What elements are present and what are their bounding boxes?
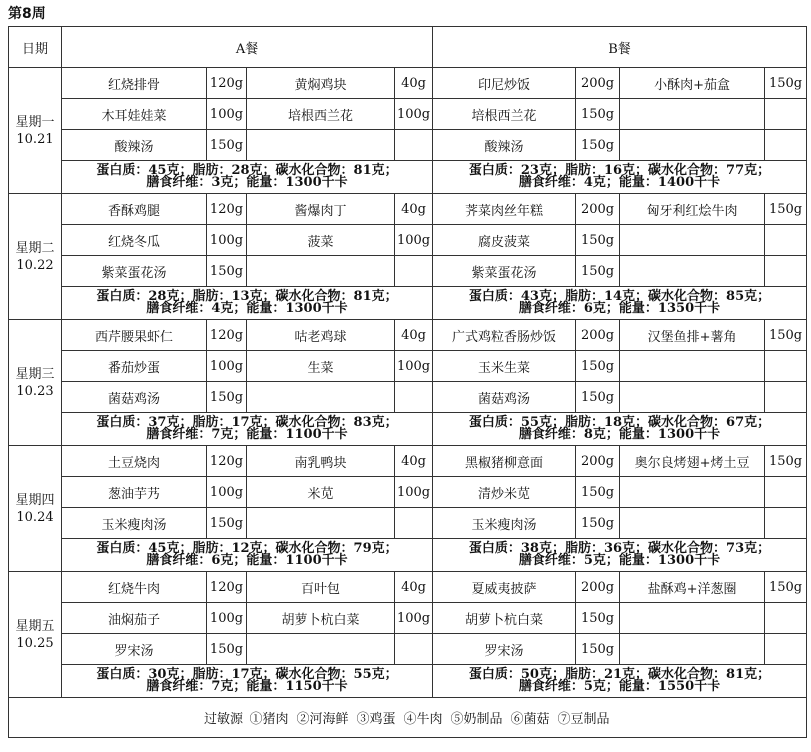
nutrition-line-1: 蛋白质：45克；脂肪：28克；碳水化合物：81克； bbox=[96, 163, 398, 178]
dish-row bbox=[9, 477, 807, 508]
meal-a-dish: 菌菇鸡汤 bbox=[62, 382, 207, 413]
meal-b-dish: 酸辣汤 bbox=[433, 130, 576, 161]
meal-a-weight-2: 40g bbox=[395, 194, 433, 225]
meal-b-weight: 150g bbox=[576, 603, 620, 634]
meal-b-weight: 200g bbox=[576, 194, 620, 225]
nutrition-row bbox=[9, 413, 807, 446]
dish-row bbox=[9, 68, 807, 99]
day-cell bbox=[9, 68, 62, 194]
meal-b-dish-2 bbox=[620, 382, 765, 413]
meal-a-dish-2: 米苋 bbox=[247, 477, 395, 508]
meal-a-dish: 玉米瘦肉汤 bbox=[62, 508, 207, 539]
meal-b-nutrition bbox=[433, 539, 807, 572]
meal-a-dish-2: 酱爆肉丁 bbox=[247, 194, 395, 225]
meal-a-weight: 120g bbox=[207, 194, 247, 225]
meal-a-weight: 100g bbox=[207, 477, 247, 508]
meal-b-dish: 清炒米苋 bbox=[433, 477, 576, 508]
nutrition-line-2: 膳食纤维：4克；能量：1300千卡 bbox=[146, 301, 348, 316]
meal-b-weight: 150g bbox=[576, 130, 620, 161]
dish-row bbox=[9, 320, 807, 351]
meal-b-weight-2: 150g bbox=[765, 320, 807, 351]
meal-b-weight-2 bbox=[765, 351, 807, 382]
meal-a-dish-2: 黄焖鸡块 bbox=[247, 68, 395, 99]
allergen-cell bbox=[9, 698, 807, 738]
meal-a-weight: 150g bbox=[207, 382, 247, 413]
meal-a-weight-2 bbox=[395, 382, 433, 413]
week-title: 第8周 bbox=[8, 6, 46, 22]
meal-a-nutrition bbox=[62, 539, 433, 572]
meal-b-weight-2 bbox=[765, 603, 807, 634]
nutrition-line-1: 蛋白质：37克；脂肪：17克；碳水化合物：83克； bbox=[96, 415, 398, 430]
meal-a-weight: 120g bbox=[207, 446, 247, 477]
meal-b-weight: 150g bbox=[576, 382, 620, 413]
meal-a-weight-2: 100g bbox=[395, 99, 433, 130]
meal-a-weight-2 bbox=[395, 130, 433, 161]
meal-b-nutrition bbox=[433, 665, 807, 698]
meal-a-dish-2: 培根西兰花 bbox=[247, 99, 395, 130]
meal-a-weight-2 bbox=[395, 508, 433, 539]
menu-table bbox=[8, 26, 807, 738]
meal-b-dish: 黑椒猪柳意面 bbox=[433, 446, 576, 477]
meal-b-dish-2: 匈牙利红烩牛肉 bbox=[620, 194, 765, 225]
meal-a-weight: 100g bbox=[207, 603, 247, 634]
meal-b-weight: 150g bbox=[576, 225, 620, 256]
dish-row bbox=[9, 382, 807, 413]
allergen-item: ③鸡蛋 bbox=[356, 712, 396, 727]
dish-row bbox=[9, 508, 807, 539]
dish-row bbox=[9, 194, 807, 225]
dish-row bbox=[9, 130, 807, 161]
meal-b-nutrition bbox=[433, 413, 807, 446]
meal-b-weight-2: 150g bbox=[765, 572, 807, 603]
menu-body bbox=[9, 27, 807, 738]
nutrition-line-1: 蛋白质：23克；脂肪：16克；碳水化合物：77克； bbox=[468, 163, 771, 178]
day-name: 星期五 bbox=[15, 618, 55, 634]
dish-row bbox=[9, 634, 807, 665]
meal-a-weight-2: 100g bbox=[395, 603, 433, 634]
meal-b-dish: 胡萝卜杭白菜 bbox=[433, 603, 576, 634]
meal-b-dish: 培根西兰花 bbox=[433, 99, 576, 130]
day-name: 星期四 bbox=[15, 492, 55, 508]
meal-b-dish-2 bbox=[620, 603, 765, 634]
meal-a-dish-2: 胡萝卜杭白菜 bbox=[247, 603, 395, 634]
meal-b-weight: 200g bbox=[576, 320, 620, 351]
meal-b-weight-2 bbox=[765, 99, 807, 130]
nutrition-line-1: 蛋白质：43克；脂肪：14克；碳水化合物：85克； bbox=[468, 289, 771, 304]
meal-b-dish-2 bbox=[620, 99, 765, 130]
nutrition-line-1: 蛋白质：28克；脂肪：13克；碳水化合物：81克； bbox=[96, 289, 398, 304]
allergen-item: ④牛肉 bbox=[403, 712, 443, 727]
meal-a-dish-2 bbox=[247, 634, 395, 665]
nutrition-line-1: 蛋白质：55克；脂肪：18克；碳水化合物：67克； bbox=[468, 415, 771, 430]
meal-b-dish: 罗宋汤 bbox=[433, 634, 576, 665]
meal-a-dish: 酸辣汤 bbox=[62, 130, 207, 161]
meal-b-dish-2 bbox=[620, 477, 765, 508]
nutrition-line-2: 膳食纤维：5克；能量：1300千卡 bbox=[518, 553, 721, 568]
meal-a-dish: 油焖茄子 bbox=[62, 603, 207, 634]
meal-b-weight: 150g bbox=[576, 634, 620, 665]
meal-a-dish-2: 菠菜 bbox=[247, 225, 395, 256]
meal-a-dish: 土豆烧肉 bbox=[62, 446, 207, 477]
allergen-label: 过敏源 bbox=[203, 712, 243, 727]
nutrition-row bbox=[9, 539, 807, 572]
meal-b-weight-2 bbox=[765, 634, 807, 665]
day-name: 星期二 bbox=[15, 240, 55, 256]
meal-b-weight: 150g bbox=[576, 508, 620, 539]
day-date: 10.22 bbox=[16, 257, 54, 273]
meal-a-weight: 150g bbox=[207, 634, 247, 665]
day-cell bbox=[9, 446, 62, 572]
meal-a-weight: 150g bbox=[207, 256, 247, 287]
meal-a-weight-2: 40g bbox=[395, 320, 433, 351]
day-date: 10.25 bbox=[16, 635, 54, 651]
dish-row bbox=[9, 351, 807, 382]
meal-a-weight-2 bbox=[395, 256, 433, 287]
meal-b-dish: 紫菜蛋花汤 bbox=[433, 256, 576, 287]
nutrition-line-2: 膳食纤维：7克；能量：1150千卡 bbox=[146, 679, 348, 694]
meal-a-dish: 香酥鸡腿 bbox=[62, 194, 207, 225]
nutrition-line-2: 膳食纤维：8克；能量：1300千卡 bbox=[518, 427, 721, 442]
meal-a-dish: 番茄炒蛋 bbox=[62, 351, 207, 382]
dish-row bbox=[9, 446, 807, 477]
meal-b-weight: 200g bbox=[576, 446, 620, 477]
dish-row bbox=[9, 225, 807, 256]
meal-b-weight-2 bbox=[765, 256, 807, 287]
meal-b-dish: 印尼炒饭 bbox=[433, 68, 576, 99]
meal-a-weight-2 bbox=[395, 634, 433, 665]
meal-a-dish-2: 百叶包 bbox=[247, 572, 395, 603]
meal-b-dish-2: 汉堡鱼排+薯角 bbox=[620, 320, 765, 351]
day-cell bbox=[9, 572, 62, 698]
allergen-row bbox=[9, 698, 807, 738]
meal-b-weight: 200g bbox=[576, 572, 620, 603]
dish-row bbox=[9, 603, 807, 634]
meal-a-header: A餐 bbox=[62, 27, 433, 68]
day-date: 10.23 bbox=[16, 383, 54, 399]
meal-a-dish: 红烧冬瓜 bbox=[62, 225, 207, 256]
meal-a-nutrition bbox=[62, 161, 433, 194]
meal-b-weight: 150g bbox=[576, 351, 620, 382]
nutrition-line-1: 蛋白质：38克；脂肪：36克；碳水化合物：73克； bbox=[468, 541, 771, 556]
meal-b-dish-2 bbox=[620, 130, 765, 161]
meal-b-weight-2: 150g bbox=[765, 446, 807, 477]
allergen-item: ①猪肉 bbox=[249, 712, 289, 727]
meal-a-weight: 100g bbox=[207, 351, 247, 382]
meal-a-weight: 100g bbox=[207, 99, 247, 130]
meal-a-dish-2 bbox=[247, 508, 395, 539]
dish-row bbox=[9, 99, 807, 130]
nutrition-line-1: 蛋白质：45克；脂肪：12克；碳水化合物：79克； bbox=[96, 541, 398, 556]
meal-b-dish-2 bbox=[620, 634, 765, 665]
meal-a-weight: 150g bbox=[207, 508, 247, 539]
meal-a-dish: 紫菜蛋花汤 bbox=[62, 256, 207, 287]
day-cell bbox=[9, 320, 62, 446]
nutrition-row bbox=[9, 287, 807, 320]
meal-a-dish: 西芹腰果虾仁 bbox=[62, 320, 207, 351]
meal-a-weight-2: 40g bbox=[395, 68, 433, 99]
meal-b-dish-2 bbox=[620, 508, 765, 539]
meal-b-dish: 夏威夷披萨 bbox=[433, 572, 576, 603]
nutrition-row bbox=[9, 665, 807, 698]
meal-b-weight: 200g bbox=[576, 68, 620, 99]
meal-a-weight: 150g bbox=[207, 130, 247, 161]
meal-b-dish-2: 盐酥鸡+洋葱圈 bbox=[620, 572, 765, 603]
meal-a-weight: 120g bbox=[207, 320, 247, 351]
nutrition-line-1: 蛋白质：50克；脂肪：21克；碳水化合物：81克； bbox=[468, 667, 771, 682]
meal-a-weight: 100g bbox=[207, 225, 247, 256]
nutrition-line-2: 膳食纤维：5克；能量：1550千卡 bbox=[518, 679, 721, 694]
meal-a-weight-2: 100g bbox=[395, 477, 433, 508]
meal-a-weight: 120g bbox=[207, 572, 247, 603]
date-header: 日期 bbox=[9, 27, 62, 68]
meal-a-dish-2 bbox=[247, 256, 395, 287]
meal-a-dish-2: 生菜 bbox=[247, 351, 395, 382]
nutrition-line-2: 膳食纤维：4克；能量：1400千卡 bbox=[518, 175, 721, 190]
meal-a-dish-2: 南乳鸭块 bbox=[247, 446, 395, 477]
meal-b-dish-2: 奥尔良烤翅+烤土豆 bbox=[620, 446, 765, 477]
allergen-item: ⑦豆制品 bbox=[557, 712, 610, 727]
header-row bbox=[9, 27, 807, 68]
meal-b-dish: 广式鸡粒香肠炒饭 bbox=[433, 320, 576, 351]
day-name: 星期三 bbox=[15, 366, 55, 382]
day-date: 10.24 bbox=[16, 509, 54, 525]
nutrition-line-2: 膳食纤维：3克；能量：1300千卡 bbox=[146, 175, 348, 190]
meal-b-dish: 腐皮菠菜 bbox=[433, 225, 576, 256]
meal-b-dish: 玉米瘦肉汤 bbox=[433, 508, 576, 539]
meal-b-weight-2 bbox=[765, 477, 807, 508]
day-date: 10.21 bbox=[16, 131, 54, 147]
meal-a-nutrition bbox=[62, 665, 433, 698]
meal-a-dish: 红烧排骨 bbox=[62, 68, 207, 99]
meal-a-dish: 红烧牛肉 bbox=[62, 572, 207, 603]
meal-a-dish: 罗宋汤 bbox=[62, 634, 207, 665]
nutrition-line-2: 膳食纤维：7克；能量：1100千卡 bbox=[146, 427, 348, 442]
meal-b-dish-2 bbox=[620, 225, 765, 256]
meal-b-header: B餐 bbox=[433, 27, 807, 68]
meal-b-weight-2 bbox=[765, 130, 807, 161]
allergen-item: ⑤奶制品 bbox=[450, 712, 503, 727]
nutrition-line-1: 蛋白质：30克；脂肪：17克；碳水化合物：55克； bbox=[96, 667, 398, 682]
meal-a-dish-2: 咕老鸡球 bbox=[247, 320, 395, 351]
meal-a-dish: 葱油芋艿 bbox=[62, 477, 207, 508]
meal-b-weight: 150g bbox=[576, 477, 620, 508]
nutrition-line-2: 膳食纤维：6克；能量：1100千卡 bbox=[146, 553, 348, 568]
meal-a-nutrition bbox=[62, 287, 433, 320]
meal-b-weight-2 bbox=[765, 382, 807, 413]
meal-b-weight-2: 150g bbox=[765, 194, 807, 225]
meal-a-dish: 木耳娃娃菜 bbox=[62, 99, 207, 130]
nutrition-row bbox=[9, 161, 807, 194]
meal-a-dish-2 bbox=[247, 382, 395, 413]
meal-a-weight-2: 100g bbox=[395, 225, 433, 256]
allergen-item: ⑥菌菇 bbox=[510, 712, 550, 727]
meal-b-weight: 150g bbox=[576, 99, 620, 130]
meal-a-dish-2 bbox=[247, 130, 395, 161]
meal-b-dish-2: 小酥肉+茄盒 bbox=[620, 68, 765, 99]
meal-a-weight-2: 100g bbox=[395, 351, 433, 382]
meal-b-dish-2 bbox=[620, 351, 765, 382]
allergen-item: ②河海鲜 bbox=[296, 712, 349, 727]
dish-row bbox=[9, 256, 807, 287]
meal-b-weight-2 bbox=[765, 508, 807, 539]
meal-b-nutrition bbox=[433, 287, 807, 320]
day-name: 星期一 bbox=[15, 114, 55, 130]
meal-b-weight-2 bbox=[765, 225, 807, 256]
meal-a-nutrition bbox=[62, 413, 433, 446]
meal-b-dish: 玉米生菜 bbox=[433, 351, 576, 382]
meal-a-weight-2: 40g bbox=[395, 446, 433, 477]
meal-b-dish: 菌菇鸡汤 bbox=[433, 382, 576, 413]
meal-b-nutrition bbox=[433, 161, 807, 194]
day-cell bbox=[9, 194, 62, 320]
meal-b-weight: 150g bbox=[576, 256, 620, 287]
dish-row bbox=[9, 572, 807, 603]
meal-b-weight-2: 150g bbox=[765, 68, 807, 99]
meal-b-dish-2 bbox=[620, 256, 765, 287]
meal-b-dish: 荠菜肉丝年糕 bbox=[433, 194, 576, 225]
meal-a-weight: 120g bbox=[207, 68, 247, 99]
nutrition-line-2: 膳食纤维：6克；能量：1350千卡 bbox=[518, 301, 721, 316]
meal-a-weight-2: 40g bbox=[395, 572, 433, 603]
